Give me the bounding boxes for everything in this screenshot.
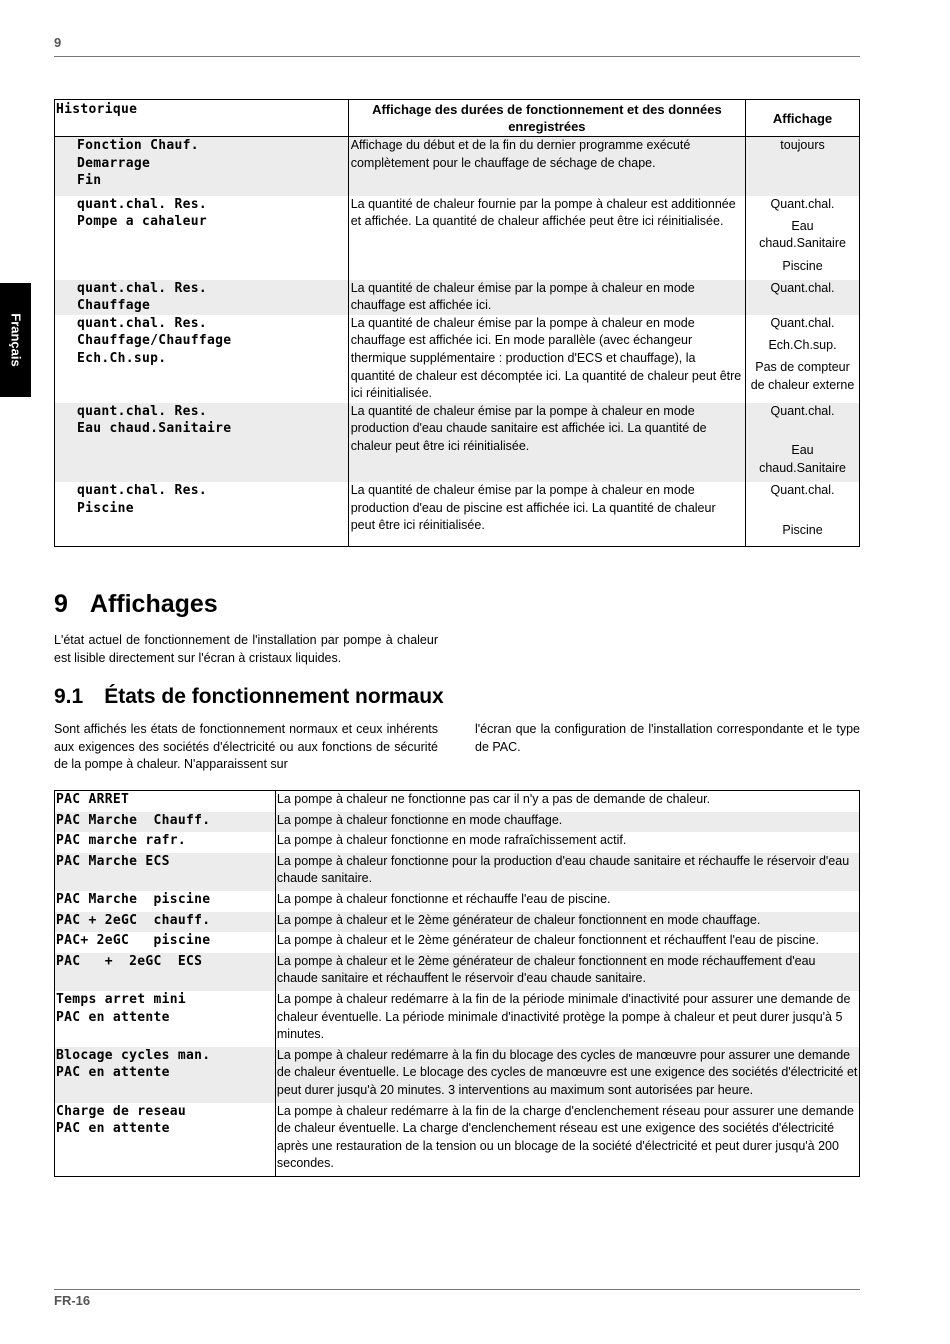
history-table-header [55,100,860,137]
states-table [54,790,860,1177]
history-row-label [55,403,349,482]
history-header-description: Affichage des durées de fonctionnement et des données enregistrées [348,100,745,137]
history-row-display-item: Quant.chal. [770,280,835,295]
history-row-label [55,137,349,196]
state-row-code-line: PAC ARRET [56,792,130,807]
footer-rule [54,1289,860,1290]
state-row-code [55,832,276,853]
history-row-label-line: quant.chal. Res. [77,403,208,419]
history-row-display-item: Quant.chal. [770,315,835,330]
state-row-code [55,812,276,833]
section-9-1-text-right: l'écran que la configuration de l'installation correspondante et le type de PAC. [475,722,860,754]
history-row-label-line: Ech.Ch.sup. [77,351,167,367]
history-row-display-item: Quant.chal. [770,403,835,418]
history-row [55,137,860,196]
state-row-code [55,991,276,1047]
history-row-label-line: quant.chal. Res. [77,196,208,212]
history-row [55,482,860,546]
state-row-code [55,853,276,891]
history-row-label-line: quant.chal. Res. [77,483,208,499]
history-row-display [746,403,860,482]
state-row-code-line: PAC + 2eGC chauff. [56,912,211,928]
history-row-display [746,482,860,546]
section-9-number: 9 [54,590,68,618]
history-row-description: La quantité de chaleur émise par la pompe à chaleur en mode chauffage est affichée ici. [348,280,745,315]
section-9-heading [54,590,218,619]
history-row-display-item: Quant.chal. [770,483,835,498]
state-row-code-line: PAC en attente [56,1009,170,1025]
state-row [55,912,860,933]
section-9-intro: L'état actuel de fonctionnement de l'installation par pompe à chaleur est lisible directement sur l'écran à cristaux liquides. [54,633,438,665]
section-9-1-title: États de fonctionnement normaux [104,685,444,708]
section-9-title: Affichages [89,590,218,618]
state-row-code-line: PAC en attente [56,1065,170,1081]
history-row-display [746,137,860,196]
state-row-code [55,932,276,953]
history-row-description: La quantité de chaleur émise par la pompe à chaleur en mode production d'eau de piscine est affichée ici. La quantité de chaleur peut être ici réinitialisée. [348,482,745,546]
state-row [55,853,860,891]
state-row-text: La pompe à chaleur fonctionne pour la production d'eau chaude sanitaire et réchauffe le réservoir d'eau chaude sanitaire. [275,853,859,891]
state-row [55,932,860,953]
history-row-label-line: Piscine [77,500,134,516]
state-row [55,953,860,991]
state-row [55,791,860,812]
header-rule [54,56,860,57]
state-row-code-line: PAC marche rafr. [56,833,187,849]
history-row-label-line: Chauffage [77,298,151,314]
history-row-display-item: Pas de compteur de chaleur externe [750,360,855,392]
state-row-code-line: Charge de reseau [56,1103,187,1119]
state-row-text: La pompe à chaleur fonctionne et réchauffe l'eau de piscine. [276,891,611,906]
history-row-label-line: Chauffage/Chauffage [77,333,232,349]
state-row [55,991,860,1047]
state-row-code-line: PAC en attente [56,1121,170,1137]
history-row-display-item: Eau chaud.Sanitaire [759,443,846,475]
state-row-code [55,953,276,991]
state-row-code-line: PAC Marche Chauff. [56,812,211,828]
page-number: 9 [54,35,62,50]
history-row-display [746,315,860,403]
state-row-text: La pompe à chaleur et le 2ème générateur de chaleur fonctionnent et réchauffent l'eau de piscine. [276,933,819,948]
history-row-display-item: Ech.Ch.sup. [768,337,837,352]
state-row [55,891,860,912]
state-row-code [55,1047,276,1103]
state-row-text: La pompe à chaleur et le 2ème générateur de chaleur fonctionnent en mode chauffage. [275,912,859,933]
history-row [55,315,860,403]
history-row-description: La quantité de chaleur émise par la pompe à chaleur en mode production d'eau chaude sanitaire est affichée ici. La quantité de chaleur peut être ici réinitialisée. [348,403,745,482]
state-row-text: La pompe à chaleur redémarre à la fin de la période minimale d'inactivité pour assurer une demande de chaleur éventuelle. La période minimale d'inactivité protège la pompe à chaleur et peut durer jusqu'à 5 minutes. [276,991,851,1042]
history-row-display-item: Piscine [782,258,823,273]
history-row-label-line: Fin [77,173,102,189]
history-row [55,403,860,482]
history-row [55,280,860,315]
history-header-display: Affichage [746,100,860,137]
state-row-code [55,1103,276,1177]
history-row-display-item [749,504,856,517]
history-row-label-line: Eau chaud.Sanitaire [77,421,232,437]
state-row [55,832,860,853]
history-table [54,99,860,547]
history-row-display-item: Eau chaud.Sanitaire [759,218,846,251]
history-row-display-item: Piscine [782,522,823,537]
state-row-code [55,791,276,812]
state-row-code-line: PAC Marche ECS [56,853,170,869]
history-row-label-line: quant.chal. Res. [77,315,208,331]
history-row-display [746,196,860,280]
history-row-description: Affichage du début et de la fin du dernier programme exécuté complètement pour le chauffage de séchage de chape. [348,137,745,196]
state-row-code-line: PAC + 2eGC ECS [56,953,203,969]
state-row-text: La pompe à chaleur ne fonctionne pas car il n'y a pas de demande de chaleur. [276,792,711,806]
state-row-code-line: PAC+ 2eGC piscine [56,933,211,949]
history-row-label-line: Pompe a cahaleur [77,214,208,230]
state-row [55,1103,860,1177]
state-row-code-line: Blocage cycles man. [56,1047,211,1063]
history-header-historique: Historique [55,100,349,137]
history-row-label-line: quant.chal. Res. [77,280,208,296]
state-row-text: La pompe à chaleur et le 2ème générateur de chaleur fonctionnent en mode réchauffement d'eau chaude sanitaire et réchauffent le réservoir d'eau chaude sanitaire. [275,953,859,991]
state-row-text: La pompe à chaleur fonctionne en mode chauffage. [275,812,859,833]
history-row-display-item [749,425,856,438]
footer-page-label: FR-16 [54,1293,91,1308]
section-9-1-number: 9.1 [54,685,84,708]
history-row-label-line: Demarrage [77,155,151,171]
section-9-1-heading [54,685,444,709]
state-row-text: La pompe à chaleur fonctionne en mode rafraîchissement actif. [276,833,627,848]
history-row [55,196,860,280]
state-row [55,1047,860,1103]
history-row-label-line: Fonction Chauf. [77,138,199,153]
state-row-code-line: PAC Marche piscine [56,891,211,907]
history-row-label [55,280,349,315]
history-row-label [55,315,349,403]
state-row [55,812,860,833]
history-row-display [746,280,860,315]
state-row-code [55,912,276,933]
state-row-text: La pompe à chaleur redémarre à la fin du blocage des cycles de manœuvre pour assurer une demande de chaleur éventuelle. Le blocage des cycles de manœuvre est une exigence des sociétés d'électricité et peut durer jusqu'à 20 minutes. 3 interventions au maximum sont autorisées par heure. [275,1047,859,1103]
state-row-code [55,891,276,912]
history-row-display-item: toujours [780,138,825,152]
history-row-description: La quantité de chaleur émise par la pompe à chaleur en mode chauffage est affichée ici. En mode parallèle (avec échangeur thermique supplémentaire : production d'ECS et chauffage), la quantité de chaleur est décomptée ici. La quantité de chaleur peut être ici réinitialisée. [348,315,745,403]
section-9-1-text-left: Sont affichés les états de fonctionnement normaux et ceux inhérents aux exigences des sociétés d'électricité ou aux fonctions de sécurité de la pompe à chaleur. N'apparaissent sur [54,722,438,772]
history-row-display-item: Quant.chal. [770,196,835,211]
history-row-label [55,196,349,280]
history-row-label [55,482,349,546]
history-row-description: La quantité de chaleur fournie par la pompe à chaleur est additionnée et affichée. La quantité de chaleur affichée peut être ici réinitialisée. [348,196,745,280]
language-tab [0,283,31,397]
language-tab-label: Français [8,313,23,367]
state-row-code-line: Temps arret mini [56,991,187,1007]
state-row-text: La pompe à chaleur redémarre à la fin de la charge d'enclenchement réseau pour assurer une demande de chaleur éventuelle. La charge d'enclenchement réseau est une exigence des sociétés d'électricité après une restauration de la tension ou un blocage de la société d'électricité et peut durer jusqu'à 200 secondes. [276,1103,854,1171]
